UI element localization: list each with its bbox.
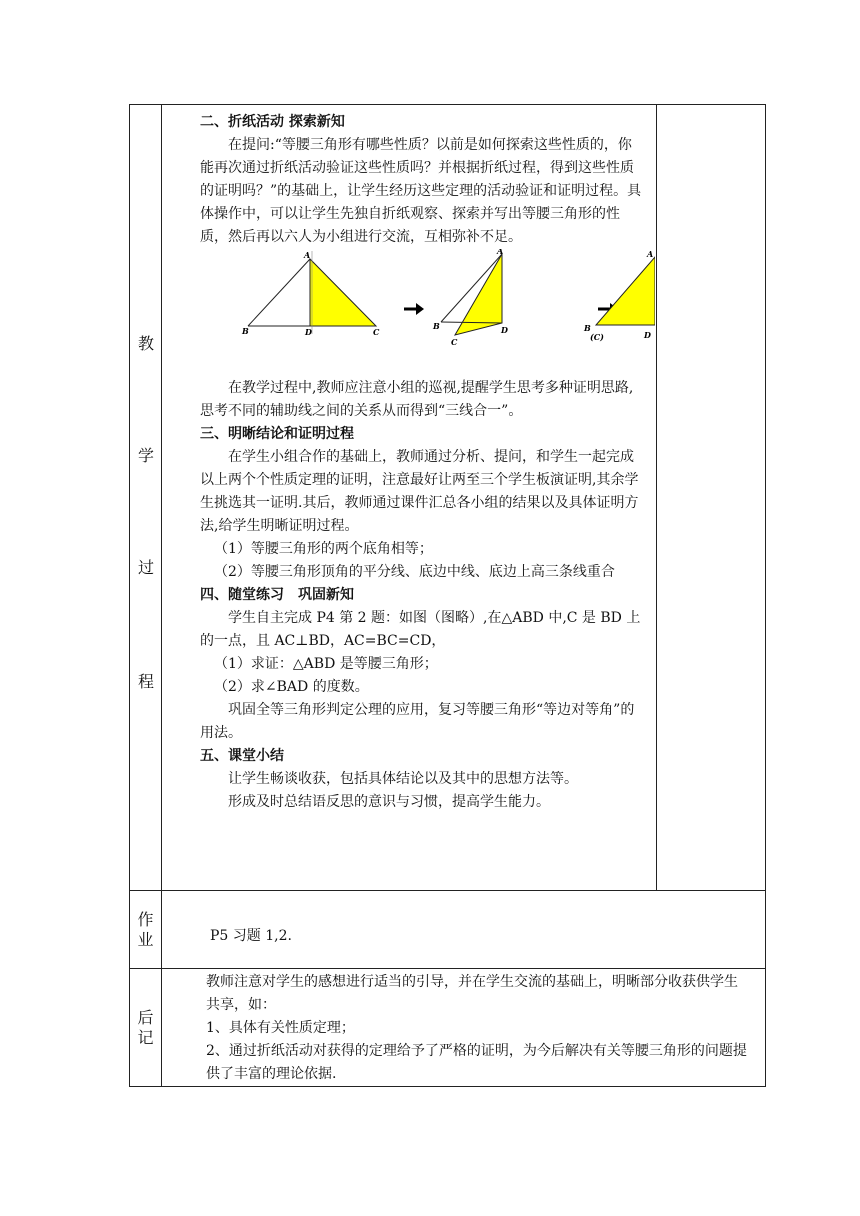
section-3-title: 三、明晰结论和证明过程 bbox=[200, 426, 354, 442]
figure-2-triangle bbox=[432, 249, 508, 347]
figure-3-label-c-paren: (C) bbox=[590, 332, 604, 342]
paper-folding-figures bbox=[162, 249, 656, 377]
figure-3-yellow-half bbox=[596, 257, 655, 325]
figure-1-side-ab bbox=[248, 259, 310, 326]
figure-1-label-c: C bbox=[373, 327, 380, 337]
section-5-title: 五、课堂小结 bbox=[200, 748, 284, 764]
figure-1-yellow-half bbox=[310, 259, 376, 326]
homework-row bbox=[130, 891, 766, 969]
process-label-char-1: 教 bbox=[137, 334, 154, 353]
section-5-paragraph-2: 形成及时总结语反思的意识与习惯，提高学生能力。 bbox=[228, 794, 550, 810]
figure-3-triangle bbox=[583, 249, 655, 342]
homework-label: 作业 bbox=[130, 891, 162, 969]
process-label-char-2: 学 bbox=[137, 446, 154, 465]
figure-3-label-a: A bbox=[647, 249, 654, 259]
process-label-char-4: 程 bbox=[137, 672, 154, 691]
postscript-row bbox=[130, 969, 766, 1087]
figure-1-triangle bbox=[241, 250, 380, 337]
section-4-paragraph-1: 学生自主完成 P4 第 2 题：如图（图略）,在△ABD 中,C 是 BD 上的一点，且 AC⊥BD，AC=BC=CD， bbox=[200, 610, 641, 649]
figure-3-label-b: B bbox=[584, 323, 591, 333]
figure-2-label-c: C bbox=[451, 337, 458, 347]
section-2-paragraph-1: 在提问:“等腰三角形有哪些性质？以前是如何探索这些性质的，你能再次通过折纸活动验证这些性质吗？并根据折纸过程，得到这些性质的证明吗？”的基础上，让学生经历这些定理的活动验证和证明过程。具体操作中，可以让学生先独自折纸观察、探索并写出等腰三角形的性质，然后再以六人为小组进行交流，互相弥补不足。 bbox=[200, 137, 642, 245]
process-label-cell bbox=[130, 105, 162, 891]
postscript-cell bbox=[162, 969, 766, 1087]
figure-2-label-d: D bbox=[501, 325, 508, 335]
section-4-title: 四、随堂练习 巩固新知 bbox=[200, 587, 354, 603]
postscript-item-2: 2、通过折纸活动对获得的定理给予了严格的证明，为今后解决有关等腰三角形的问题提供了丰富的理论依据. bbox=[206, 1043, 747, 1082]
figure-2-label-b: B bbox=[433, 321, 440, 331]
postscript-item-1: 1、具体有关性质定理； bbox=[206, 1020, 355, 1036]
figure-1-label-a: A bbox=[304, 250, 311, 260]
section-3-item-1: （1）等腰三角形的两个底角相等； bbox=[214, 541, 433, 557]
process-content-cell bbox=[162, 105, 657, 891]
process-label-char-3: 过 bbox=[137, 558, 154, 577]
lesson-table bbox=[129, 104, 766, 1087]
section-4-item-2: （2）求∠BAD 的度数。 bbox=[214, 679, 369, 695]
right-arrow-icon bbox=[404, 303, 424, 315]
section-3-item-2: （2）等腰三角形顶角的平分线、底边中线、底边上高三条线重合 bbox=[214, 564, 615, 580]
notes-cell bbox=[657, 105, 766, 891]
section-2-title: 二、折纸活动 探索新知 bbox=[200, 114, 345, 130]
section-5-paragraph-1: 让学生畅谈收获，包括具体结论以及其中的思想方法等。 bbox=[228, 771, 578, 787]
section-3-paragraph-1: 在学生小组合作的基础上，教师通过分析、提问，和学生一起完成以上两个个性质定理的证明，注意最好让两至三个学生板演证明,其余学生挑选其一证明.其后，教师通过课件汇总各小组的结果以及具体证明方法,给学生明晰证明过程。 bbox=[200, 449, 639, 534]
figure-2-label-a: A bbox=[497, 249, 504, 256]
section-4-paragraph-2: 巩固全等三角形判定公理的应用，复习等腰三角形“等边对等角”的用法。 bbox=[200, 702, 635, 741]
section-2-paragraph-2: 在教学过程中,教师应注意小组的巡视,提醒学生思考多种证明思路,思考不同的辅助线之间的关系从而得到“三线合一”。 bbox=[200, 380, 634, 419]
homework-cell bbox=[162, 891, 766, 969]
postscript-paragraph-1: 教师注意对学生的感想进行适当的引导，并在学生交流的基础上，明晰部分收获供学生共享，如： bbox=[206, 974, 738, 1013]
process-row bbox=[130, 105, 766, 891]
figure-1-label-b: B bbox=[242, 326, 249, 336]
figure-1-label-d: D bbox=[305, 327, 312, 337]
homework-text: P5 习题 1,2. bbox=[210, 928, 292, 944]
figure-3-label-d: D bbox=[644, 330, 651, 340]
section-4-item-1: （1）求证：△ABD 是等腰三角形； bbox=[214, 656, 438, 672]
folding-diagram bbox=[162, 249, 655, 377]
postscript-label: 后记 bbox=[130, 969, 162, 1087]
